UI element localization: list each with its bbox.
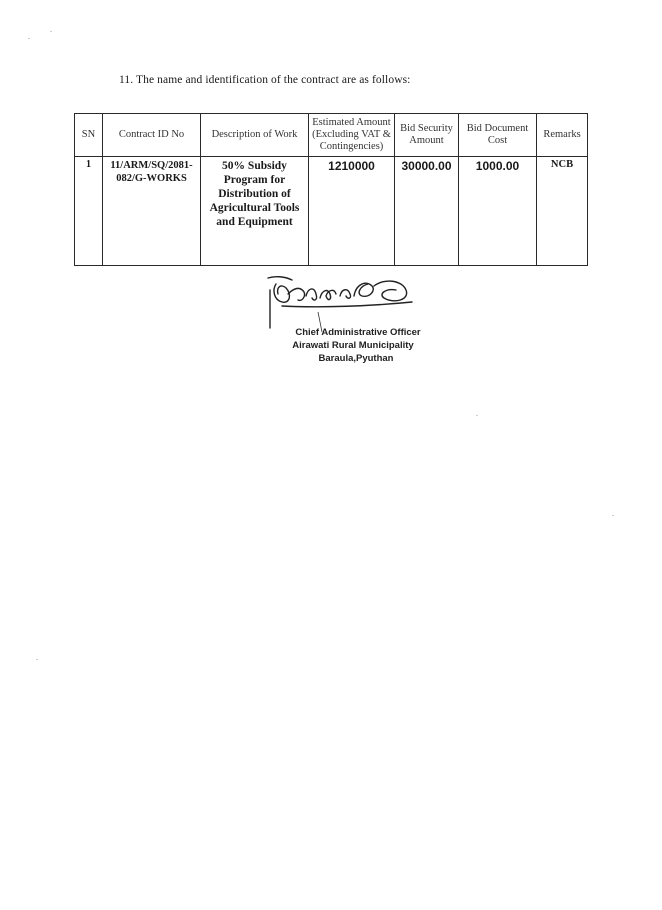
table-header-row	[75, 114, 588, 157]
official-stamp	[278, 326, 428, 365]
header-bid-document-cost: Bid Document Cost	[459, 114, 537, 157]
scan-speck	[36, 659, 38, 660]
scan-speck	[50, 31, 52, 32]
header-sn: SN	[75, 114, 103, 157]
contract-table	[74, 113, 588, 266]
header-remarks: Remarks	[537, 114, 588, 157]
header-estimated-amount: Estimated Amount (Excluding VAT & Contingencies)	[309, 114, 395, 157]
cell-bid-security: 30000.00	[395, 157, 459, 266]
table-row	[75, 157, 588, 266]
intro-text: 11. The name and identification of the contract are as follows:	[119, 74, 411, 86]
cell-remarks: NCB	[537, 157, 588, 266]
stamp-title: Chief Administrative Officer	[295, 327, 421, 338]
scan-speck	[476, 415, 478, 416]
header-contract-id: Contract ID No	[103, 114, 201, 157]
header-bid-security: Bid Security Amount	[395, 114, 459, 157]
cell-bid-document-cost: 1000.00	[459, 157, 537, 266]
scan-speck	[612, 515, 614, 516]
cell-contract-id: 11/ARM/SQ/2081-082/G-WORKS	[103, 157, 201, 266]
stamp-location: Baraula,Pyuthan	[318, 353, 394, 364]
cell-estimated-amount: 1210000	[309, 157, 395, 266]
stamp-organization: Airawati Rural Municipality	[292, 340, 414, 351]
cell-description: 50% Subsidy Program for Distribution of Agricultural Tools and Equipment	[201, 157, 309, 266]
handwritten-signature	[262, 272, 422, 332]
header-description: Description of Work	[201, 114, 309, 157]
scan-speck	[28, 38, 30, 39]
cell-sn: 1	[75, 157, 103, 266]
